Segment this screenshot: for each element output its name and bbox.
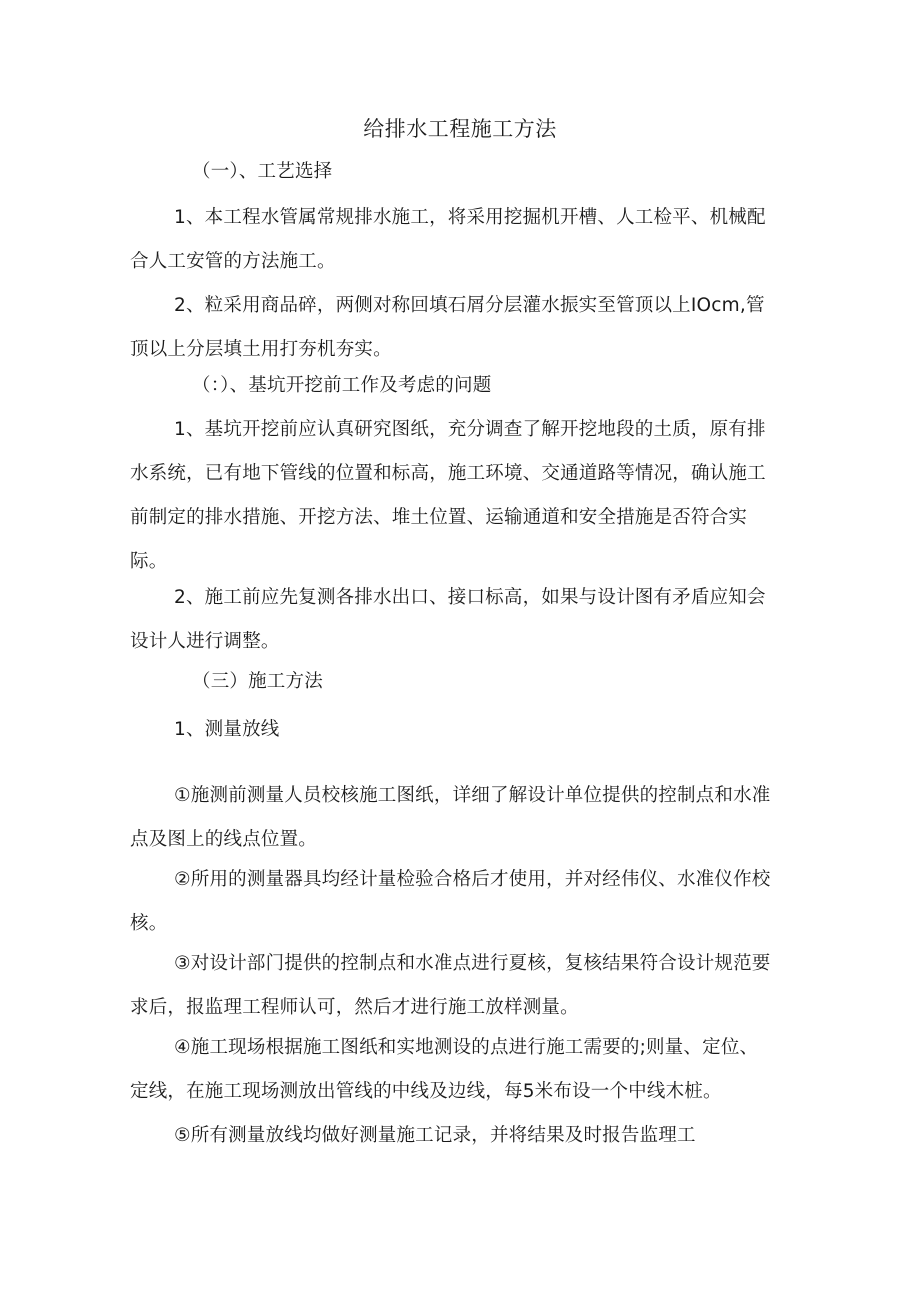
paragraph-line: ⑤所有测量放线均做好测量施工记录，并将结果及时报告监理工 <box>174 1125 696 1146</box>
paragraph-line: 合人工安管的方法施工。 <box>130 251 336 272</box>
list-item <box>130 858 814 946</box>
list-item <box>130 942 814 1030</box>
paragraph <box>130 284 814 372</box>
subsection <box>130 708 814 752</box>
section-2 <box>130 364 814 408</box>
paragraph-line: 点及图上的线点位置。 <box>130 829 318 850</box>
paragraph-line: 2、施工前应先复测各排水出口、接口标高，如果与设计图有矛盾应知会 <box>174 587 766 608</box>
paragraph <box>130 196 814 284</box>
paragraph-line: 求后，报监理工程师认可，然后才进行施工放样测量。 <box>130 997 579 1018</box>
paragraph <box>130 408 814 584</box>
paragraph-line: 际。 <box>130 551 168 572</box>
paragraph-line: ②所用的测量器具均经计量检验合格后才使用，并对经伟仪、水准仪作校 <box>174 869 771 890</box>
list-item <box>130 1114 814 1158</box>
paragraph-line: 1、本工程水管属常规排水施工，将采用挖掘机开槽、人工检平、机械配 <box>174 207 766 228</box>
section-heading: （三）施工方法 <box>192 671 323 692</box>
paragraph-line: 前制定的排水措施、开挖方法、堆土位置、运输通道和安全措施是否符合实 <box>130 507 748 528</box>
document-title: 给排水工程施工方法 <box>363 117 557 141</box>
section-heading: （一）、工艺选择 <box>192 161 333 182</box>
section-3 <box>130 660 814 704</box>
paragraph-line: 核。 <box>130 913 168 934</box>
list-item <box>130 774 814 862</box>
list-item <box>130 1026 814 1114</box>
paragraph-line: ③对设计部门提供的控制点和水准点进行夏核，复核结果符合设计规范要 <box>174 953 771 974</box>
paragraph-line: 定线，在施工现场测放出管线的中线及边线，每5米布设一个中线木桩。 <box>130 1081 722 1102</box>
paragraph-line: ④施工现场根据施工图纸和实地测设的点进行施工需要的;则量、定位、 <box>174 1037 759 1058</box>
paragraph-line: 设计人进行调整。 <box>130 631 280 652</box>
section-1 <box>130 150 814 194</box>
paragraph <box>130 576 814 664</box>
paragraph-line: 2、粒采用商品碎，两侧对称回填石屑分层灌水振实至管顶以上IOcm,管 <box>174 295 765 316</box>
section-heading: （：）、基坑开挖前工作及考虑的问题 <box>192 375 492 396</box>
paragraph-line: ①施测前测量人员校核施工图纸，详细了解设计单位提供的控制点和水准 <box>174 785 771 806</box>
paragraph-line: 1、基坑开挖前应认真研究图纸，充分调查了解开挖地段的土质，原有排 <box>174 419 766 440</box>
paragraph-line: 顶以上分层填土用打夯机夯实。 <box>130 339 392 360</box>
paragraph-line: 水系统，已有地下管线的位置和标高，施工环境、交通道路等情况，确认施工 <box>130 463 766 484</box>
subsection-heading: 1、测量放线 <box>174 719 280 740</box>
